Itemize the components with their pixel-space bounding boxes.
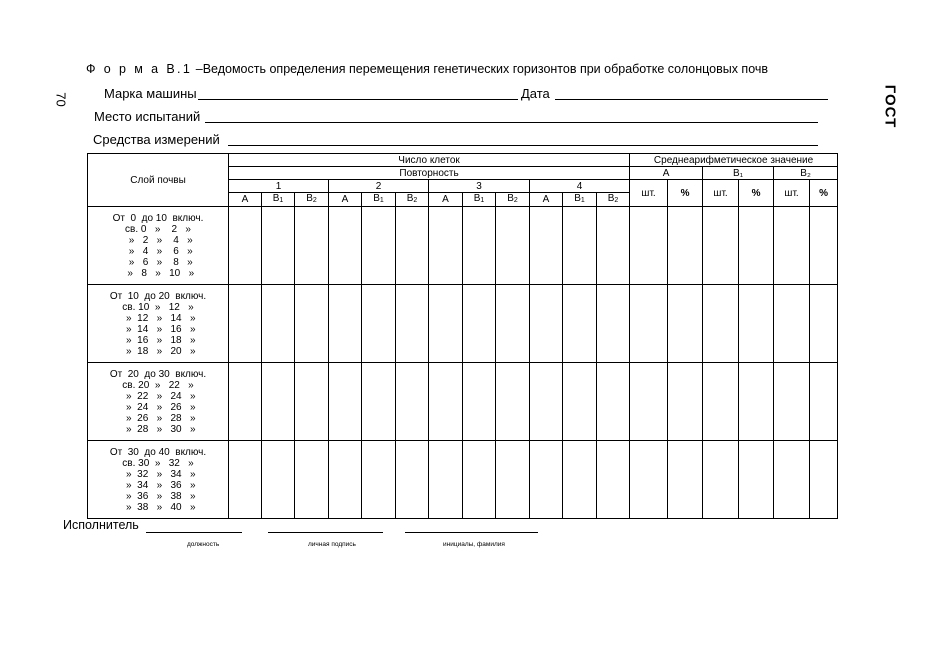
- entry-cell[interactable]: [530, 363, 563, 441]
- layer-range-label: » 2 » 4 »: [123, 234, 193, 246]
- sub-col-letter: В: [607, 193, 615, 204]
- layer-range-label: » 24 » 26 »: [120, 401, 196, 413]
- layer-group-row: [88, 285, 838, 363]
- entry-cell[interactable]: [429, 441, 463, 519]
- entry-cell[interactable]: [668, 285, 703, 363]
- entry-cell[interactable]: [396, 285, 429, 363]
- layer-range-label: » 26 » 28 »: [120, 412, 196, 424]
- form-title: [86, 62, 768, 76]
- entry-cell[interactable]: [463, 363, 496, 441]
- layer-range-label: » 32 » 34 »: [120, 468, 196, 480]
- table-body: [88, 207, 838, 519]
- unit-pct-a: %: [668, 180, 703, 207]
- signature-caption: личная подпись: [308, 541, 356, 548]
- layer-group-row: [88, 441, 838, 519]
- entry-cell[interactable]: [229, 207, 262, 285]
- entry-cell[interactable]: [597, 441, 630, 519]
- layer-range-label: От 10 до 20 включ.: [109, 290, 207, 302]
- entry-cell[interactable]: [463, 441, 496, 519]
- sub-col-letter: В: [272, 193, 280, 204]
- layer-range-label: » 6 » 8 »: [123, 256, 193, 268]
- entry-cell[interactable]: [463, 207, 496, 285]
- entry-cell[interactable]: [630, 207, 668, 285]
- entry-cell[interactable]: [810, 285, 838, 363]
- entry-cell[interactable]: [396, 441, 429, 519]
- entry-cell[interactable]: [563, 285, 597, 363]
- sub-col-index: 1: [379, 197, 384, 204]
- layer-header: Слой почвы: [88, 154, 229, 207]
- entry-cell[interactable]: [703, 285, 739, 363]
- entry-cell[interactable]: [362, 441, 396, 519]
- entry-cell[interactable]: [262, 441, 295, 519]
- entry-cell[interactable]: [630, 363, 668, 441]
- entry-cell[interactable]: [739, 363, 774, 441]
- unit-pcs-b2: шт.: [774, 180, 810, 207]
- entry-cell[interactable]: [229, 441, 262, 519]
- sub-col-letter: В: [306, 193, 313, 204]
- layer-range-label: » 36 » 38 »: [120, 490, 196, 502]
- layer-range-label: » 18 » 20 »: [120, 345, 196, 357]
- layer-group-cell: [88, 207, 229, 285]
- sub-col-b2: [295, 193, 329, 207]
- entry-cell[interactable]: [530, 285, 563, 363]
- entry-cell[interactable]: [774, 207, 810, 285]
- layer-range-label: От 0 до 10 включ.: [112, 212, 204, 224]
- sub-col-b1: [463, 193, 496, 207]
- entry-cell[interactable]: [774, 363, 810, 441]
- date-field[interactable]: [555, 99, 828, 100]
- sub-col-index: 1: [480, 197, 485, 204]
- place-label: Место испытаний: [94, 109, 201, 124]
- layer-range-label: св. 20 » 22 »: [122, 379, 194, 391]
- entry-cell[interactable]: [396, 363, 429, 441]
- place-field[interactable]: [205, 122, 818, 123]
- sub-col-index: 2: [413, 197, 418, 204]
- sub-col-b1: [262, 193, 295, 207]
- name-field[interactable]: [405, 532, 538, 533]
- entry-cell[interactable]: [362, 285, 396, 363]
- sub-col-a: А: [229, 193, 262, 207]
- layer-group-row: [88, 363, 838, 441]
- sub-col-b1: [563, 193, 597, 207]
- executor-label: Исполнитель: [63, 518, 139, 532]
- instruments-field[interactable]: [228, 145, 818, 146]
- form-title-prefix: Ф о р м а В.1: [86, 62, 193, 76]
- position-field[interactable]: [146, 532, 242, 533]
- entry-cell[interactable]: [496, 285, 530, 363]
- layer-range-label: » 16 » 18 »: [120, 334, 196, 346]
- entry-cell[interactable]: [329, 207, 362, 285]
- layer-range-label: св. 30 » 32 »: [122, 457, 194, 469]
- entry-cell[interactable]: [295, 441, 329, 519]
- entry-cell[interactable]: [295, 207, 329, 285]
- entry-cell[interactable]: [774, 285, 810, 363]
- entry-cell[interactable]: [563, 363, 597, 441]
- sub-col-b1: [362, 193, 396, 207]
- sub-col-letter: В: [406, 193, 414, 204]
- entry-cell[interactable]: [810, 441, 838, 519]
- instruments-label: Средства измерений: [93, 132, 220, 147]
- entry-cell[interactable]: [630, 441, 668, 519]
- layer-range-label: От 20 до 30 включ.: [109, 368, 207, 380]
- layer-range-label: » 8 » 10 »: [121, 267, 195, 279]
- entry-cell[interactable]: [329, 441, 362, 519]
- entry-cell[interactable]: [563, 441, 597, 519]
- entry-cell[interactable]: [739, 285, 774, 363]
- entry-cell[interactable]: [229, 363, 262, 441]
- entry-cell[interactable]: [262, 207, 295, 285]
- entry-cell[interactable]: [496, 207, 530, 285]
- sub-col-b2: [396, 193, 429, 207]
- cells-header: Число клеток: [229, 154, 630, 167]
- repeat-header: Повторность: [229, 167, 630, 180]
- sub-col-index: 2: [513, 197, 518, 204]
- form-title-text: –Ведомость определения перемещения генетических горизонтов при обработке солонцовых почв: [192, 62, 769, 76]
- mean-header: Среднеарифметическое значение: [630, 154, 838, 167]
- sub-col-b2: [496, 193, 530, 207]
- sub-col-letter: В: [373, 193, 380, 204]
- form-table: [87, 153, 838, 519]
- page-number: 70: [53, 92, 69, 107]
- entry-cell[interactable]: [530, 207, 563, 285]
- entry-cell[interactable]: [262, 363, 295, 441]
- repeat-1: 1: [229, 180, 329, 193]
- entry-cell[interactable]: [668, 441, 703, 519]
- layer-range-label: » 34 » 36 »: [120, 479, 196, 491]
- entry-cell[interactable]: [668, 207, 703, 285]
- layer-range-label: » 28 » 30 »: [120, 423, 196, 435]
- name-caption: инициалы, фамилия: [443, 541, 505, 548]
- mean-group-a: А: [630, 167, 703, 180]
- sub-col-letter: В: [574, 193, 581, 204]
- layer-range-label: » 38 » 40 »: [120, 501, 196, 513]
- entry-cell[interactable]: [703, 363, 739, 441]
- entry-cell[interactable]: [396, 207, 429, 285]
- entry-cell[interactable]: [668, 363, 703, 441]
- entry-cell[interactable]: [703, 441, 739, 519]
- position-caption: должность: [187, 541, 220, 548]
- layer-group-cell: [88, 363, 229, 441]
- sub-col-index: 1: [580, 197, 585, 204]
- unit-pcs-a: шт.: [630, 180, 668, 207]
- entry-cell[interactable]: [810, 207, 838, 285]
- entry-cell[interactable]: [739, 207, 774, 285]
- entry-cell[interactable]: [229, 285, 262, 363]
- entry-cell[interactable]: [774, 441, 810, 519]
- entry-cell[interactable]: [530, 441, 563, 519]
- unit-pcs-b1: шт.: [703, 180, 739, 207]
- unit-pct-b1: %: [739, 180, 774, 207]
- entry-cell[interactable]: [362, 207, 396, 285]
- layer-range-label: От 30 до 40 включ.: [109, 446, 207, 458]
- gost-label: ГОСТ: [881, 84, 899, 129]
- sub-col-letter: В: [507, 193, 514, 204]
- entry-cell[interactable]: [810, 363, 838, 441]
- date-label: Дата: [521, 86, 550, 101]
- sub-col-index: 1: [279, 197, 284, 204]
- mean-group-b2: В₂: [774, 167, 838, 180]
- entry-cell[interactable]: [739, 441, 774, 519]
- entry-cell[interactable]: [597, 363, 630, 441]
- entry-cell[interactable]: [429, 207, 463, 285]
- layer-range-label: » 22 » 24 »: [120, 390, 196, 402]
- layer-range-label: св. 10 » 12 »: [122, 301, 194, 313]
- layer-range-label: » 4 » 6 »: [123, 245, 193, 257]
- entry-cell[interactable]: [429, 363, 463, 441]
- sub-col-b2: [597, 193, 630, 207]
- layer-range-label: » 12 » 14 »: [120, 312, 196, 324]
- signature-field[interactable]: [268, 532, 383, 533]
- entry-cell[interactable]: [262, 285, 295, 363]
- sub-col-letter: В: [473, 193, 481, 204]
- sub-col-a: А: [530, 193, 563, 207]
- entry-cell[interactable]: [329, 285, 362, 363]
- entry-cell[interactable]: [496, 441, 530, 519]
- entry-cell[interactable]: [329, 363, 362, 441]
- entry-cell[interactable]: [597, 207, 630, 285]
- machine-label: Марка машины: [104, 86, 197, 101]
- entry-cell[interactable]: [563, 207, 597, 285]
- sub-col-index: 2: [312, 197, 317, 204]
- entry-cell[interactable]: [630, 285, 668, 363]
- layer-group-cell: [88, 285, 229, 363]
- sub-col-index: 2: [614, 197, 619, 204]
- layer-group-row: [88, 207, 838, 285]
- entry-cell[interactable]: [496, 363, 530, 441]
- entry-cell[interactable]: [295, 285, 329, 363]
- repeat-2: 2: [329, 180, 429, 193]
- entry-cell[interactable]: [463, 285, 496, 363]
- layer-group-cell: [88, 441, 229, 519]
- entry-cell[interactable]: [362, 363, 396, 441]
- layer-range-label: св. 0 » 2 »: [125, 223, 191, 235]
- sub-col-a: А: [429, 193, 463, 207]
- repeat-4: 4: [530, 180, 630, 193]
- entry-cell[interactable]: [703, 207, 739, 285]
- entry-cell[interactable]: [597, 285, 630, 363]
- machine-field[interactable]: [198, 99, 518, 100]
- entry-cell[interactable]: [295, 363, 329, 441]
- layer-range-label: » 14 » 16 »: [120, 323, 196, 335]
- sub-col-a: А: [329, 193, 362, 207]
- entry-cell[interactable]: [429, 285, 463, 363]
- repeat-3: 3: [429, 180, 530, 193]
- mean-group-b1: В₁: [703, 167, 774, 180]
- unit-pct-b2: %: [810, 180, 838, 207]
